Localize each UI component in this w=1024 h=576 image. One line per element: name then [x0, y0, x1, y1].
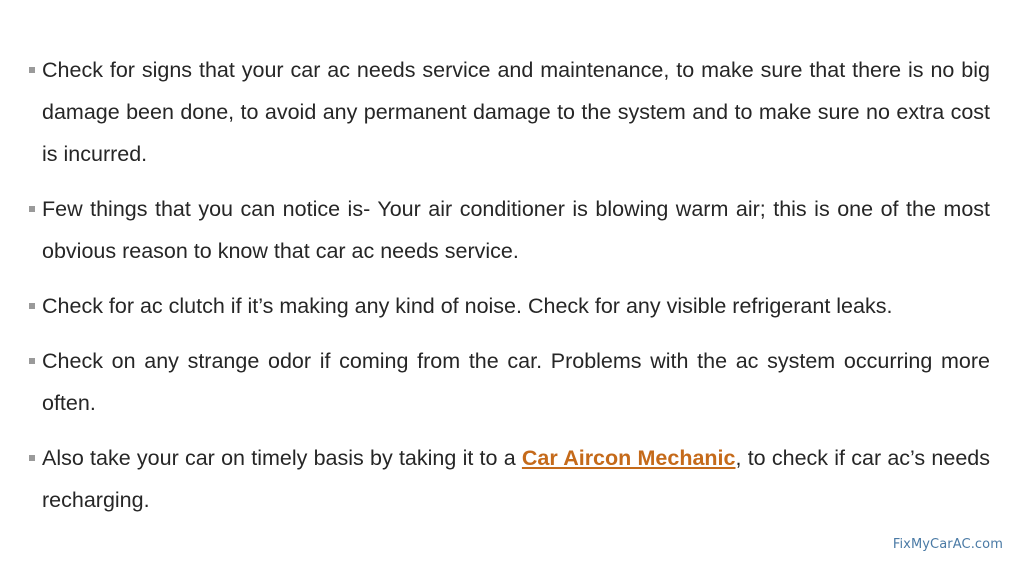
watermark-logo: FixMyCarAC.com	[892, 537, 1003, 552]
bullet-text: Check on any strange odor if coming from the car. Problems with the ac system occurring more often.	[42, 349, 990, 415]
bullet-text-after-link: , to check if car ac’s needs recharging.	[42, 446, 990, 512]
bullet-text: Check for signs that your car ac needs service and maintenance, to make sure that there is no big damage been done, to avoid any permanent damage to the system and to make sure no extra cost is incurred.	[42, 58, 990, 166]
list-item	[28, 49, 990, 175]
list-item	[28, 285, 990, 327]
bullet-text: Check for ac clutch if it’s making any kind of noise. Check for any visible refrigerant leaks.	[42, 294, 893, 318]
square-bullet-icon	[28, 340, 42, 382]
bullet-list	[28, 49, 990, 534]
bullet-text	[42, 437, 990, 521]
list-item	[28, 340, 990, 424]
square-bullet-icon	[28, 49, 42, 91]
list-item	[28, 188, 990, 272]
list-item	[28, 437, 990, 521]
square-bullet-icon	[28, 188, 42, 230]
bullet-text-before-link: Also take your car on timely basis by taking it to a	[42, 446, 522, 470]
bullet-text: Few things that you can notice is- Your air conditioner is blowing warm air; this is one of the most obvious reason to know that car ac needs service.	[42, 197, 990, 263]
square-bullet-icon	[28, 437, 42, 479]
car-aircon-mechanic-link[interactable]: Car Aircon Mechanic	[521, 446, 736, 470]
square-bullet-icon	[28, 285, 42, 327]
